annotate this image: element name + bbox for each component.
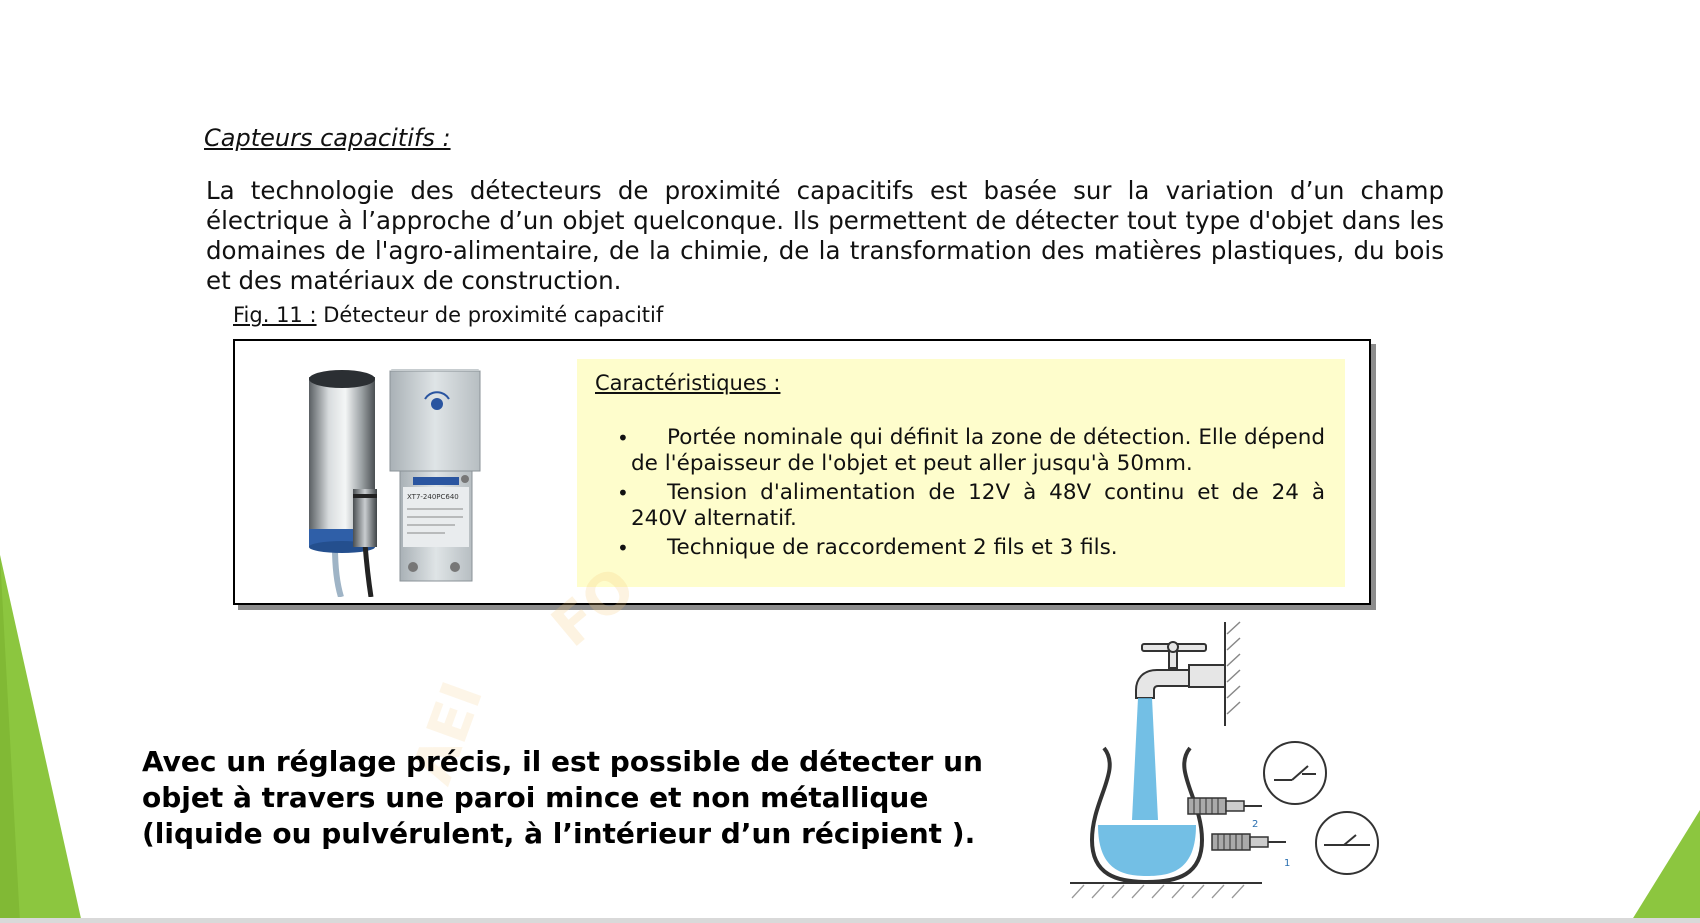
characteristics-title: Caractéristiques : <box>595 371 781 395</box>
figure-box <box>233 339 1371 605</box>
characteristic-text: Portée nominale qui définit la zone de détection. Elle dépend de l'épaisseur de l'objet et peut aller jusqu'à 50mm. <box>631 425 1325 476</box>
bullet: • <box>617 426 629 450</box>
characteristic-text: Tension d'alimentation de 12V à 48V continu et de 24 à 240V alternatif. <box>631 480 1325 531</box>
faucet-vessel-illustration <box>1062 620 1392 910</box>
bullet: • <box>617 536 629 560</box>
characteristic-text: Technique de raccordement 2 fils et 3 fils. <box>667 535 1118 560</box>
watermark: AEI <box>400 673 497 793</box>
bullet: • <box>617 481 629 505</box>
faucet <box>1136 642 1225 698</box>
capacitive-sensors-photo <box>305 369 505 597</box>
figure-ref: Fig. 11 : <box>233 303 317 327</box>
sensor-number: 2 <box>1252 819 1259 830</box>
section-title: Capteurs capacitifs : <box>204 124 451 152</box>
characteristics-panel <box>577 359 1345 587</box>
watermark: FO <box>540 554 648 660</box>
right-green-triangle <box>1630 810 1700 923</box>
figure-caption <box>233 303 663 327</box>
intro-paragraph: La technologie des détecteurs de proximité capacitifs est basée sur la variation d’un champ électrique à l’approche d’un objet quelconque. Ils permettent de détecter tout type d'objet dans les domaines de l'agro-alimentaire, de la chimie, de la transformation des matières plastiques, du bois et des matériaux de construction. <box>206 176 1444 295</box>
statement-text: Avec un réglage précis, il est possible de détecter un objet à travers une paroi mince et non métallique (liquide ou pulvérulent, à l’intérieur d’un récipient ). <box>142 745 983 850</box>
list-item <box>595 480 1325 532</box>
sensor-number: 1 <box>1284 858 1291 869</box>
switch-closed-symbol <box>1316 812 1378 874</box>
device-label: XT7-240PC640 <box>407 493 459 501</box>
block-sensor <box>390 371 480 471</box>
figure-caption-text: Détecteur de proximité capacitif <box>323 303 664 327</box>
list-item <box>595 535 1325 561</box>
switch-open-symbol <box>1264 742 1326 804</box>
sensor-1 <box>1212 834 1290 869</box>
water-stream <box>1132 698 1158 820</box>
characteristics-list <box>595 425 1325 564</box>
list-item <box>595 425 1325 477</box>
